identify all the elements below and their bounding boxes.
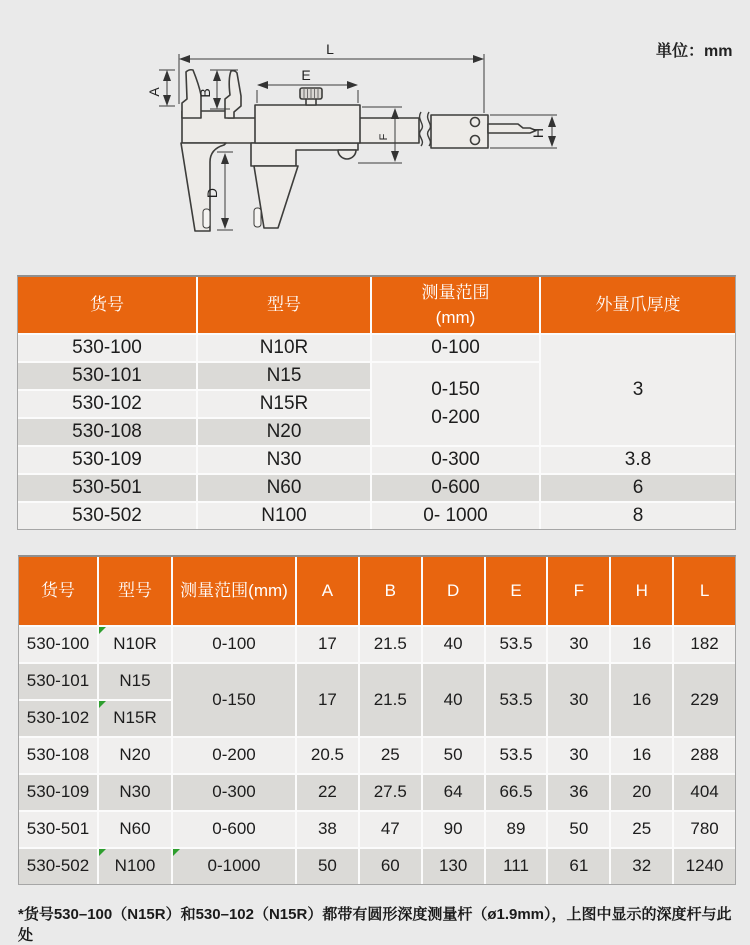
- table-cell: 40: [423, 627, 484, 662]
- table-cell: N30: [198, 447, 370, 473]
- dim-label-e: E: [301, 67, 311, 83]
- table-cell: 1240: [674, 849, 735, 884]
- comment-marker-icon: [173, 849, 180, 856]
- table-cell: N15R: [198, 391, 370, 417]
- col-header-h: H: [611, 557, 672, 625]
- table-cell: 182: [674, 627, 735, 662]
- spec-table-overview: [17, 275, 736, 530]
- col-header-range: 测量范围(mm): [173, 557, 295, 625]
- col-header-range: [372, 277, 539, 333]
- table-cell: 17: [297, 627, 358, 662]
- table-cell: 530-100: [19, 627, 97, 662]
- col-header-range-line1: 测量范围: [421, 282, 490, 302]
- table-cell: 16: [611, 627, 672, 662]
- col-header-l: L: [674, 557, 735, 625]
- table-cell: 0-600: [372, 475, 539, 501]
- table-cell: 0-600: [173, 812, 295, 847]
- table-cell: 0-200: [173, 738, 295, 773]
- table-cell-merged: 30: [548, 664, 609, 736]
- range-line: 0-150: [431, 378, 480, 400]
- table-cell: 25: [611, 812, 672, 847]
- table-cell: 780: [674, 812, 735, 847]
- col-header-model: 型号: [198, 277, 370, 333]
- table-cell-merged: 21.5: [360, 664, 421, 736]
- table-cell: 22: [297, 775, 358, 810]
- table-cell: 530-101: [18, 363, 196, 389]
- comment-marker-icon: [99, 701, 106, 708]
- col-header-range-line2: (mm): [435, 308, 476, 327]
- table-cell: 530-109: [18, 447, 196, 473]
- table-cell-merged: 53.5: [486, 664, 547, 736]
- table-cell: 53.5: [486, 627, 547, 662]
- table-cell: 111: [486, 849, 547, 884]
- table-cell: 530-109: [19, 775, 97, 810]
- table-cell: 0- 1000: [372, 503, 539, 529]
- table-cell: 530-100: [18, 335, 196, 361]
- table-cell: 50: [548, 812, 609, 847]
- table-cell: N100: [198, 503, 370, 529]
- table-cell: 30: [548, 738, 609, 773]
- table-cell: 32: [611, 849, 672, 884]
- table-cell: N15R: [99, 701, 171, 736]
- col-header-part-no: 货号: [19, 557, 97, 625]
- table-cell: 0-100: [173, 627, 295, 662]
- table-cell: N10R: [198, 335, 370, 361]
- table-cell: N15: [198, 363, 370, 389]
- table-cell: 53.5: [486, 738, 547, 773]
- dim-label-h: H: [530, 127, 546, 139]
- col-header-a: A: [297, 557, 358, 625]
- table-cell-merged: 16: [611, 664, 672, 736]
- table-cell: 530-108: [18, 419, 196, 445]
- table-cell: 288: [674, 738, 735, 773]
- comment-marker-icon: [99, 849, 106, 856]
- table-cell: N100: [99, 849, 171, 884]
- col-header-d: D: [423, 557, 484, 625]
- col-header-jaw-thickness: 外量爪厚度: [541, 277, 735, 333]
- table-cell: 530-502: [18, 503, 196, 529]
- table-cell: N20: [99, 738, 171, 773]
- table-cell-merged: 229: [674, 664, 735, 736]
- col-header-e: E: [486, 557, 547, 625]
- table-cell: 20.5: [297, 738, 358, 773]
- dim-label-d: D: [204, 187, 220, 199]
- dim-label-b: B: [197, 88, 213, 98]
- unit-label: 単位：mm: [656, 43, 733, 60]
- table-cell-merged-range: [372, 363, 539, 445]
- table-cell: 89: [486, 812, 547, 847]
- table-cell: 0-300: [173, 775, 295, 810]
- table-cell: 530-108: [19, 738, 97, 773]
- table-cell: 50: [297, 849, 358, 884]
- col-header-part-no: 货号: [18, 277, 196, 333]
- table-cell: 530-501: [19, 812, 97, 847]
- table-cell: 47: [360, 812, 421, 847]
- table-cell: 61: [548, 849, 609, 884]
- table-cell: 530-502: [19, 849, 97, 884]
- table-cell: 0-1000: [173, 849, 295, 884]
- dim-label-l: L: [326, 41, 334, 57]
- table-cell: 60: [360, 849, 421, 884]
- table-cell-merged: 17: [297, 664, 358, 736]
- table-cell: 64: [423, 775, 484, 810]
- table-cell: 66.5: [486, 775, 547, 810]
- caliper-diagram: [138, 30, 578, 240]
- table-cell-merged: 0-150: [173, 664, 295, 736]
- table-cell: 16: [611, 738, 672, 773]
- table-cell: 36: [548, 775, 609, 810]
- table-cell: 404: [674, 775, 735, 810]
- table-cell: 530-102: [18, 391, 196, 417]
- table-cell: 38: [297, 812, 358, 847]
- table-cell: N60: [99, 812, 171, 847]
- table-cell: 6: [541, 475, 735, 501]
- table-cell: N10R: [99, 627, 171, 662]
- dim-label-a: A: [146, 87, 162, 97]
- spec-table-dimensions: [18, 555, 736, 885]
- table-cell: 3.8: [541, 447, 735, 473]
- table-cell: N30: [99, 775, 171, 810]
- table-cell: 0-300: [372, 447, 539, 473]
- table-cell: 21.5: [360, 627, 421, 662]
- table-cell: N15: [99, 664, 171, 699]
- table-cell: 530-501: [18, 475, 196, 501]
- table-cell: 50: [423, 738, 484, 773]
- col-header-model: 型号: [99, 557, 171, 625]
- table-cell: 8: [541, 503, 735, 529]
- table-cell: 530-102: [19, 701, 97, 736]
- range-line: 0-200: [431, 407, 480, 428]
- col-header-f: F: [548, 557, 609, 625]
- table-cell: 30: [548, 627, 609, 662]
- table-cell-merged-jaw: 3: [541, 335, 735, 445]
- table-cell: 0-100: [372, 335, 539, 361]
- beam-break: [420, 112, 431, 146]
- col-header-b: B: [360, 557, 421, 625]
- footnote-text: *货号530–100（N15R）和530–102（N15R）都带有圆形深度测量杆（ø1.9mm），上图中显示的深度杆与此处: [18, 906, 732, 944]
- table-cell: 20: [611, 775, 672, 810]
- table-cell: N60: [198, 475, 370, 501]
- dim-label-f: F: [378, 133, 390, 141]
- comment-marker-icon: [99, 627, 106, 634]
- table-cell: 90: [423, 812, 484, 847]
- table-cell: 25: [360, 738, 421, 773]
- table-cell: 130: [423, 849, 484, 884]
- table-cell: 27.5: [360, 775, 421, 810]
- table-cell: 530-101: [19, 664, 97, 699]
- table-cell: N20: [198, 419, 370, 445]
- table-cell-merged: 40: [423, 664, 484, 736]
